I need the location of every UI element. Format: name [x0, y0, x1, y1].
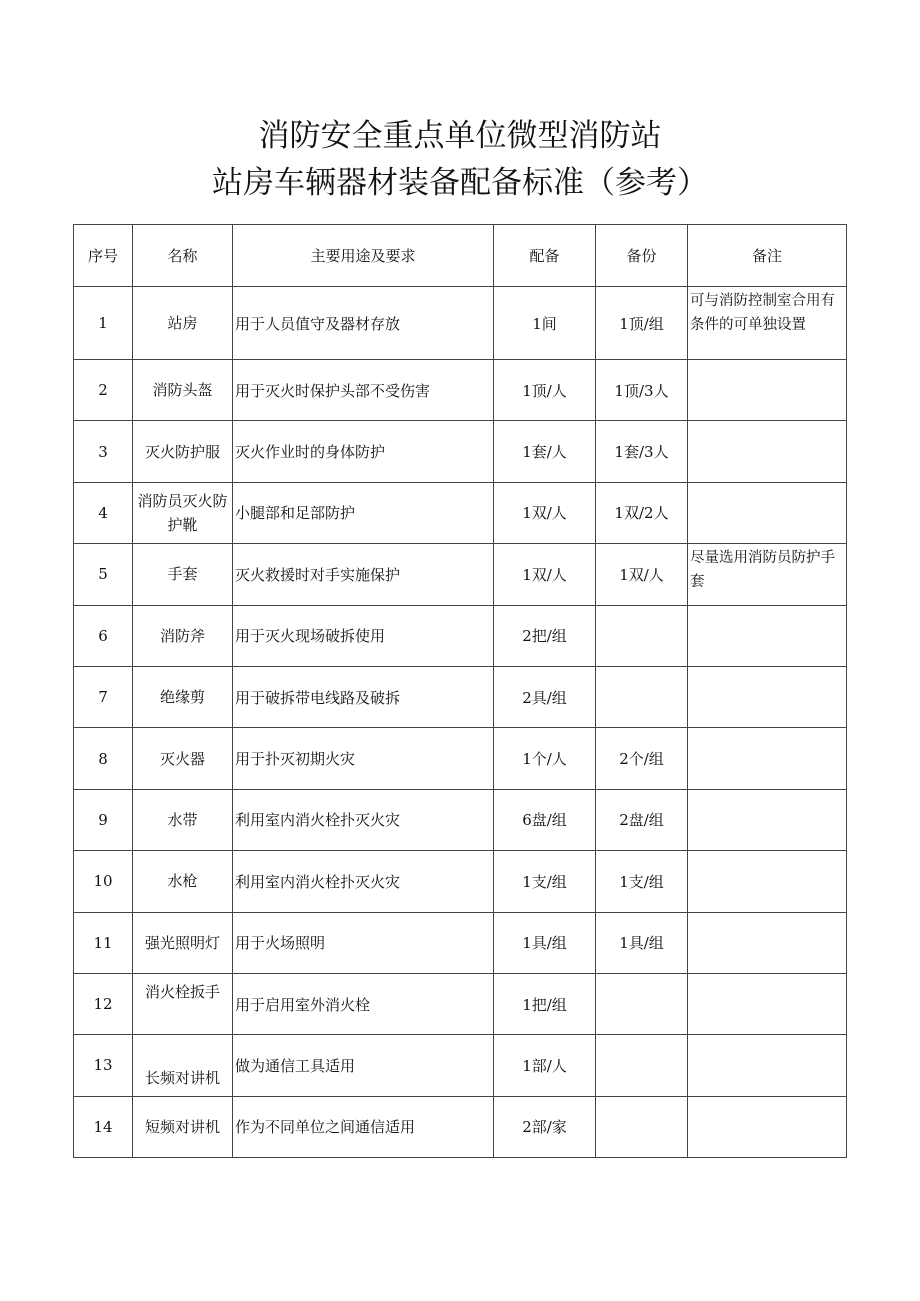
table-row: [74, 360, 847, 421]
header-name: 名称: [133, 225, 233, 287]
cell-use: 利用室内消火栓扑灭火灾: [233, 789, 494, 850]
cell-config: 2具/组: [494, 666, 596, 727]
table-row: [74, 544, 847, 605]
cell-name: 灭火器: [133, 728, 233, 789]
cell-backup: 2盘/组: [596, 789, 688, 850]
cell-no: 5: [74, 544, 133, 605]
cell-backup: 1套/3人: [596, 421, 688, 482]
cell-note: [688, 605, 847, 666]
cell-name: 水带: [133, 789, 233, 850]
cell-config: 2部/家: [494, 1096, 596, 1157]
table-row: [74, 605, 847, 666]
header-config: 配备: [494, 225, 596, 287]
cell-no: 14: [74, 1096, 133, 1157]
cell-note: [688, 1096, 847, 1157]
cell-config: 1具/组: [494, 912, 596, 973]
cell-use: 用于启用室外消火栓: [233, 973, 494, 1034]
cell-config: 1套/人: [494, 421, 596, 482]
cell-note: [688, 360, 847, 421]
cell-config: 1顶/人: [494, 360, 596, 421]
cell-name: 消火栓扳手: [133, 973, 233, 1034]
table-row: [74, 666, 847, 727]
cell-note: [688, 666, 847, 727]
cell-note: 尽量选用消防员防护手套: [688, 544, 847, 605]
table-row: [74, 789, 847, 850]
cell-name: 消防头盔: [133, 360, 233, 421]
cell-note: 可与消防控制室合用有条件的可单独设置: [688, 287, 847, 360]
document-title-line1: 消防安全重点单位微型消防站: [258, 118, 662, 154]
cell-backup: 1双/2人: [596, 482, 688, 543]
cell-config: 1双/人: [494, 544, 596, 605]
cell-no: 8: [74, 728, 133, 789]
cell-backup: 1支/组: [596, 851, 688, 912]
cell-name: 强光照明灯: [133, 912, 233, 973]
cell-note: [688, 851, 847, 912]
cell-config: 1支/组: [494, 851, 596, 912]
equipment-table: [73, 224, 847, 1158]
cell-use: 用于灭火现场破拆使用: [233, 605, 494, 666]
cell-name: 消防员灭火防护靴: [133, 482, 233, 543]
table-row: [74, 973, 847, 1034]
cell-no: 4: [74, 482, 133, 543]
document-title-line2: 站房车辆器材装备配备标准（参考）: [212, 165, 708, 201]
cell-use: 做为通信工具适用: [233, 1035, 494, 1096]
cell-use: 灭火作业时的身体防护: [233, 421, 494, 482]
table-row: [74, 287, 847, 360]
cell-backup: [596, 1096, 688, 1157]
cell-config: 2把/组: [494, 605, 596, 666]
table-row: [74, 1096, 847, 1157]
cell-name: 绝缘剪: [133, 666, 233, 727]
cell-backup: 1顶/3人: [596, 360, 688, 421]
cell-backup: 1顶/组: [596, 287, 688, 360]
cell-no: 9: [74, 789, 133, 850]
cell-note: [688, 789, 847, 850]
cell-no: 12: [74, 973, 133, 1034]
table-header-row: [74, 225, 847, 287]
cell-name: 消防斧: [133, 605, 233, 666]
cell-backup: [596, 605, 688, 666]
cell-backup: 2个/组: [596, 728, 688, 789]
cell-no: 6: [74, 605, 133, 666]
cell-use: 用于扑灭初期火灾: [233, 728, 494, 789]
table-row: [74, 851, 847, 912]
cell-use: 用于灭火时保护头部不受伤害: [233, 360, 494, 421]
table-row: [74, 728, 847, 789]
cell-config: 1个/人: [494, 728, 596, 789]
cell-no: 2: [74, 360, 133, 421]
cell-config: 1把/组: [494, 973, 596, 1034]
cell-use: 用于破拆带电线路及破拆: [233, 666, 494, 727]
cell-note: [688, 421, 847, 482]
table-row: [74, 1035, 847, 1096]
cell-no: 10: [74, 851, 133, 912]
cell-config: 1部/人: [494, 1035, 596, 1096]
cell-config: 1间: [494, 287, 596, 360]
table-row: [74, 912, 847, 973]
cell-name: 水枪: [133, 851, 233, 912]
cell-backup: [596, 973, 688, 1034]
cell-config: 6盘/组: [494, 789, 596, 850]
cell-name: 灭火防护服: [133, 421, 233, 482]
cell-no: 1: [74, 287, 133, 360]
cell-use: 利用室内消火栓扑灭火灾: [233, 851, 494, 912]
cell-note: [688, 912, 847, 973]
cell-config: 1双/人: [494, 482, 596, 543]
cell-note: [688, 973, 847, 1034]
cell-no: 11: [74, 912, 133, 973]
cell-name: 站房: [133, 287, 233, 360]
table-row: [74, 482, 847, 543]
cell-name: 短频对讲机: [133, 1096, 233, 1157]
header-use: 主要用途及要求: [233, 225, 494, 287]
cell-backup: 1双/人: [596, 544, 688, 605]
cell-note: [688, 728, 847, 789]
cell-use: 用于火场照明: [233, 912, 494, 973]
header-backup: 备份: [596, 225, 688, 287]
cell-name: 长频对讲机: [133, 1035, 233, 1096]
cell-use: 灭火救援时对手实施保护: [233, 544, 494, 605]
cell-use: 用于人员值守及器材存放: [233, 287, 494, 360]
cell-name: 手套: [133, 544, 233, 605]
cell-backup: [596, 1035, 688, 1096]
table-row: [74, 421, 847, 482]
cell-no: 3: [74, 421, 133, 482]
cell-use: 小腿部和足部防护: [233, 482, 494, 543]
cell-note: [688, 482, 847, 543]
cell-note: [688, 1035, 847, 1096]
cell-use: 作为不同单位之间通信适用: [233, 1096, 494, 1157]
cell-backup: 1具/组: [596, 912, 688, 973]
cell-no: 13: [74, 1035, 133, 1096]
cell-backup: [596, 666, 688, 727]
header-note: 备注: [688, 225, 847, 287]
header-no: 序号: [74, 225, 133, 287]
cell-no: 7: [74, 666, 133, 727]
